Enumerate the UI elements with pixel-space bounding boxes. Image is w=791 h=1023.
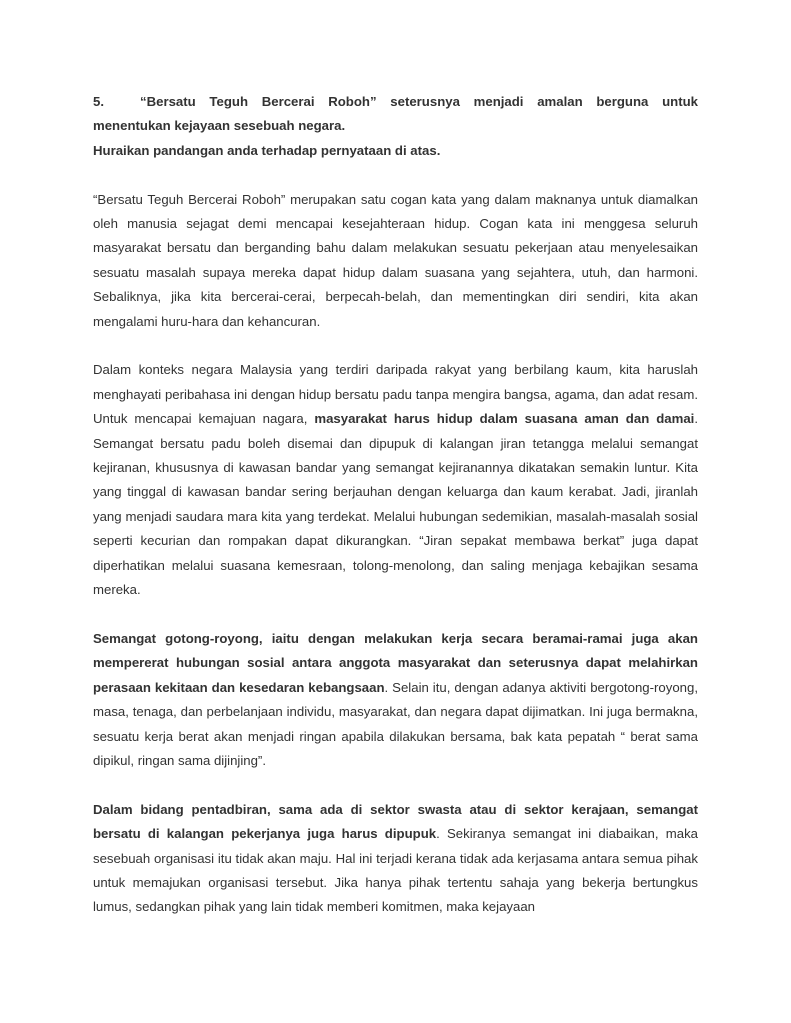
paragraph-text: Dalam konteks negara Malaysia yang terdiri daripada rakyat yang berbilang kaum, kita haruslah menghayati peribahasa ini dengan hidup bersatu padu tanpa mengira bangsa, agama, dan adat resam. Untuk mencapai kemajuan nagara, (93, 362, 698, 427)
paragraph-gap (93, 163, 698, 187)
question-number: 5. (93, 94, 104, 109)
paragraph-text: . Selain itu, dengan adanya aktiviti bergotong-royong, masa, tenaga, dan perbelanjaan individu, masyarakat, dan negara dapat dijimatkan. Ini juga bermakna, sesuatu kerja berat akan menjadi ringan apabila dilakukan bersama, bak kata pepatah “ berat sama dipikul, ringan sama dijinjing”. (93, 679, 698, 768)
paragraph-gap (93, 334, 698, 358)
paragraph-malaysia (93, 358, 698, 602)
question-instruction-text: Huraikan pandangan anda terhadap pernyataan di atas. (93, 142, 441, 158)
paragraph-emphasis: Semangat gotong-royong, iaitu dengan melakukan kerja secara beramai-ramai juga akan mempererat hubungan sosial antara anggota masyarakat dan seterusnya dapat melahirkan perasaan kekitaan dan kesedaran kebangsaan (93, 630, 698, 695)
paragraph-emphasis: masyarakat harus hidup dalam suasana aman dan damai (314, 411, 695, 427)
paragraph-text: . Semangat bersatu padu boleh disemai dan dipupuk di kalangan jiran tetangga melalui semangat kejiranan, khususnya di kawasan bandar yang semangat kejiranannya dikatakan semakin luntur. Kita yang tinggal di kawasan bandar sering berjauhan dengan keluarga dan kaum kerabat. Jadi, jiranlah yang menjadi saudara mara kita yang terdekat. Melalui hubungan sedemikian, masalah-masalah sosial seperti kecurian dan rompakan dapat dikurangkan. “Jiran sepakat membawa berkat” juga dapat diperhatikan melalui suasana kemesraan, tolong-menolong, dan saling menjaga kebajikan sesama mereka. (93, 411, 698, 598)
question-heading (93, 90, 698, 139)
paragraph-pentadbiran (93, 798, 698, 920)
paragraph-intro: “Bersatu Teguh Bercerai Roboh” merupakan satu cogan kata yang dalam maknanya untuk diamalkan oleh manusia sejagat demi mencapai kesejahteraan hidup. Cogan kata ini menggesa seluruh masyarakat bersatu dan berganding bahu dalam melakukan sesuatu pekerjaan atau menyelesaikan sesuatu masalah supaya mereka dapat hidup dalam suasana yang sejahtera, utuh, dan harmoni. Sebaliknya, jika kita bercerai-cerai, berpecah-belah, dan mementingkan diri sendiri, kita akan mengalami huru-hara dan kehancuran. (93, 191, 698, 329)
paragraph-gap (93, 773, 698, 797)
question-instruction (93, 139, 698, 163)
paragraph-emphasis: Dalam bidang pentadbiran, sama ada di sektor swasta atau di sektor kerajaan, semangat bersatu di kalangan pekerjanya juga harus dipupuk (93, 801, 698, 842)
question-text: “Bersatu Teguh Bercerai Roboh” seterusnya menjadi amalan berguna untuk menentukan kejayaan sesebuah negara. (93, 94, 698, 134)
paragraph-gotong-royong (93, 627, 698, 773)
essay-content (93, 90, 698, 920)
paragraph-gap (93, 603, 698, 627)
paragraph-text: . Sekiranya semangat ini diabaikan, maka sesebuah organisasi itu tidak akan maju. Hal ini terjadi kerana tidak ada kerjasama antara semua pihak untuk memajukan organisasi tersebut. Jika hanya pihak tertentu sahaja yang bekerja bertungkus lumus, sedangkan pihak yang lain tidak memberi komitmen, maka kejayaan (93, 826, 699, 915)
